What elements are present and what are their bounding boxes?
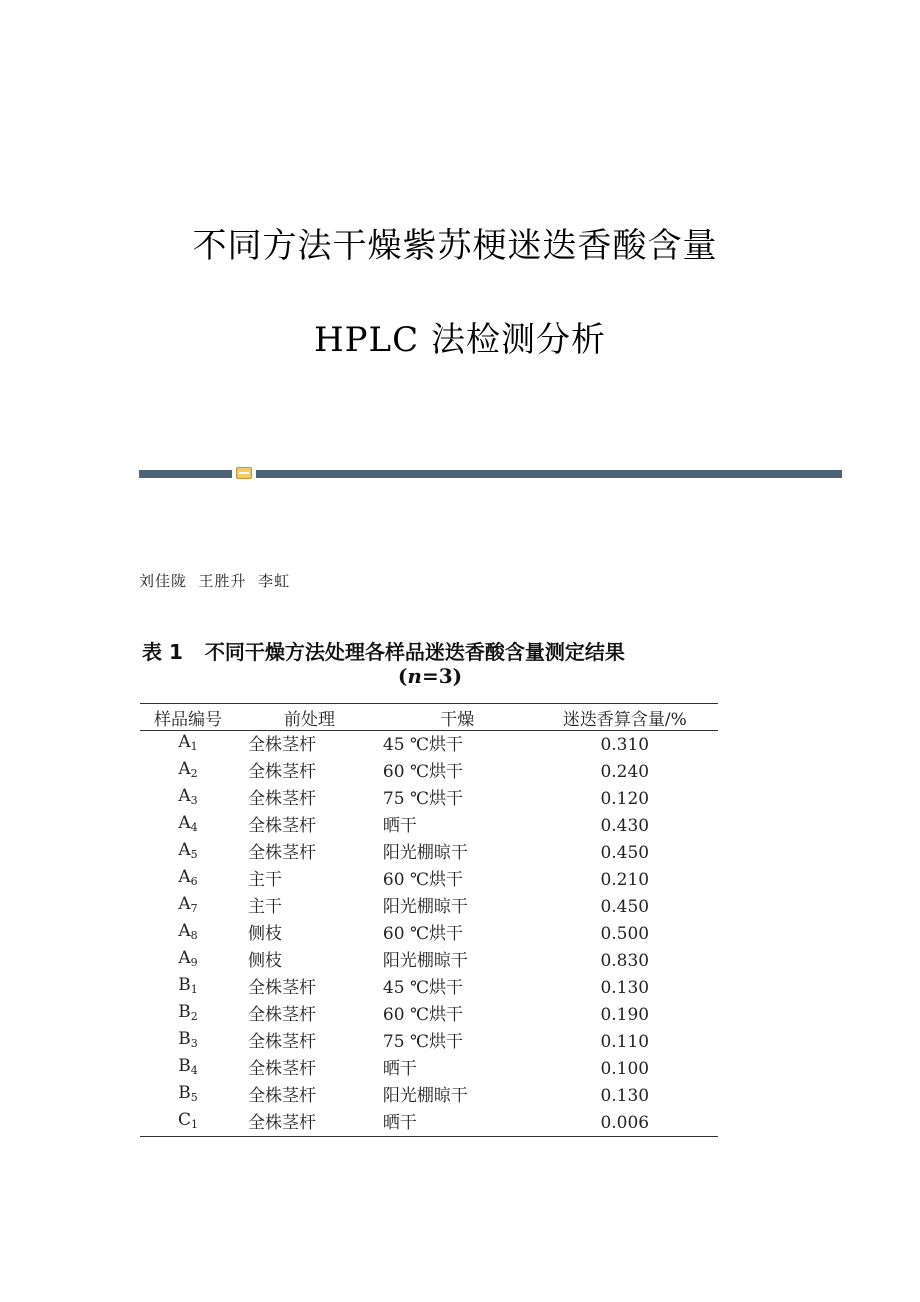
cell-drying: 阳光棚晾干 (382, 950, 468, 971)
cell-content: 0.130 (600, 1085, 650, 1106)
cell-sample-id (140, 893, 236, 920)
table-row (140, 920, 718, 947)
header-sample-id: 样品编号 (154, 709, 222, 730)
table-row (140, 1082, 718, 1109)
cell-drying: 75 ℃烘干 (382, 788, 463, 809)
cell-pretreatment: 全株茎杆 (248, 977, 316, 998)
cell-sample-id (140, 974, 236, 1001)
sample-id-letter: A (178, 813, 191, 833)
cell-content: 0.240 (600, 761, 650, 782)
sample-id-letter: A (178, 948, 191, 968)
cell-drying: 60 ℃烘干 (382, 869, 463, 890)
header-drying: 干燥 (440, 709, 475, 730)
cell-pretreatment: 全株茎杆 (248, 1004, 316, 1025)
cell-sample-id (140, 947, 236, 974)
divider-bar-right (256, 470, 842, 478)
sample-id-letter: B (178, 975, 191, 995)
cell-content: 0.130 (600, 977, 650, 998)
results-table (140, 703, 718, 1137)
cell-content: 0.190 (600, 1004, 650, 1025)
cell-sample-id (140, 1001, 236, 1028)
cell-sample-id (140, 758, 236, 785)
header-pretreatment: 前处理 (283, 709, 335, 730)
cell-content: 0.006 (600, 1112, 650, 1133)
cell-drying: 60 ℃烘干 (382, 761, 463, 782)
table-row (140, 1109, 718, 1137)
caption-n-open: ( (397, 664, 408, 688)
table-row (140, 812, 718, 839)
cell-content: 0.450 (600, 896, 650, 917)
cell-pretreatment: 全株茎杆 (248, 1085, 316, 1106)
sample-id-letter: A (178, 759, 191, 779)
sample-id-subscript: 1 (190, 740, 198, 753)
caption-n-rest: =3) (421, 664, 463, 688)
table-row (140, 731, 718, 759)
sample-id-subscript: 8 (190, 929, 198, 942)
sample-id-subscript: 5 (190, 1091, 198, 1104)
sample-id-letter: A (178, 894, 191, 914)
cell-sample-id (140, 1082, 236, 1109)
sample-id-letter: C (177, 1110, 191, 1130)
cell-pretreatment: 主干 (248, 896, 282, 917)
sample-id-subscript: 1 (191, 1118, 198, 1131)
cell-drying: 阳光棚晾干 (382, 842, 468, 863)
cell-pretreatment: 全株茎杆 (248, 1112, 316, 1133)
table-row (140, 893, 718, 920)
table-row (140, 839, 718, 866)
sample-id-subscript: 4 (190, 1064, 198, 1077)
cell-sample-id (140, 812, 236, 839)
cell-drying: 45 ℃烘干 (382, 734, 463, 755)
sample-id-letter: B (178, 1029, 191, 1049)
cell-content: 0.450 (600, 842, 650, 863)
cell-sample-id (140, 731, 236, 759)
cell-drying: 阳光棚晾干 (382, 1085, 468, 1106)
table-row (140, 974, 718, 1001)
table-caption-label: 表 1 (142, 640, 183, 664)
sample-id-subscript: 4 (190, 821, 198, 834)
cell-drying: 晒干 (382, 815, 417, 836)
caption-n-var: n (407, 664, 422, 688)
document-title-line-2: HPLC 法检测分析 (314, 320, 606, 360)
sample-id-letter: A (178, 921, 191, 941)
sample-id-subscript: 6 (190, 875, 198, 888)
cell-pretreatment: 全株茎杆 (248, 842, 316, 863)
sample-id-subscript: 3 (190, 794, 198, 807)
cell-drying: 阳光棚晾干 (382, 896, 468, 917)
sample-id-subscript: 2 (190, 1010, 198, 1023)
table-caption-text: 不同干燥方法处理各样品迷迭香酸含量测定结果 (204, 640, 625, 664)
cell-sample-id (140, 1055, 236, 1082)
sample-id-subscript: 3 (190, 1037, 198, 1050)
sample-id-letter: B (178, 1002, 191, 1022)
sample-id-subscript: 9 (190, 956, 198, 969)
sample-id-subscript: 2 (190, 767, 198, 780)
cell-content: 0.110 (600, 1031, 650, 1052)
divider-bar-left (139, 470, 232, 478)
cell-sample-id (140, 920, 236, 947)
sample-id-letter: A (178, 867, 191, 887)
cell-pretreatment: 侧枝 (248, 923, 282, 944)
cell-drying: 75 ℃烘干 (382, 1031, 463, 1052)
sample-id-letter: B (178, 1083, 191, 1103)
cell-drying: 晒干 (382, 1058, 417, 1079)
cell-sample-id (140, 1109, 236, 1137)
cell-sample-id (140, 785, 236, 812)
cell-sample-id (140, 1028, 236, 1055)
cell-content: 0.210 (600, 869, 650, 890)
cell-drying: 60 ℃烘干 (382, 1004, 463, 1025)
table-row (140, 1028, 718, 1055)
cell-pretreatment: 全株茎杆 (248, 1058, 316, 1079)
cell-content: 0.310 (600, 734, 650, 755)
sample-id-subscript: 5 (190, 848, 198, 861)
divider-emblem-icon (236, 467, 252, 479)
cell-drying: 60 ℃烘干 (382, 923, 463, 944)
cell-content: 0.430 (600, 815, 650, 836)
cell-content: 0.120 (600, 788, 650, 809)
authors-line: 刘佳陇 王胜升 李虹 (139, 572, 291, 590)
sample-id-subscript: 7 (190, 902, 198, 915)
cell-drying: 45 ℃烘干 (382, 977, 463, 998)
cell-pretreatment: 侧枝 (248, 950, 282, 971)
cell-content: 0.500 (600, 923, 650, 944)
sample-id-letter: B (178, 1056, 191, 1076)
table-row (140, 1055, 718, 1082)
sample-id-letter: A (178, 786, 191, 806)
sample-id-letter: A (178, 732, 191, 752)
table-row (140, 866, 718, 893)
cell-pretreatment: 全株茎杆 (248, 734, 316, 755)
cell-pretreatment: 全株茎杆 (248, 788, 316, 809)
cell-pretreatment: 全株茎杆 (248, 1031, 316, 1052)
table-row (140, 947, 718, 974)
cell-pretreatment: 全株茎杆 (248, 815, 316, 836)
cell-sample-id (140, 866, 236, 893)
cell-sample-id (140, 839, 236, 866)
document-title-line-1: 不同方法干燥紫苏梗迷迭香酸含量 (192, 226, 718, 266)
sample-id-subscript: 1 (190, 983, 198, 996)
cell-pretreatment: 主干 (248, 869, 282, 890)
header-content: 迷迭香算含量/% (562, 709, 687, 730)
table-row (140, 758, 718, 785)
cell-drying: 晒干 (382, 1112, 417, 1133)
cell-content: 0.100 (600, 1058, 650, 1079)
table-caption-sample-size (142, 664, 718, 688)
table-caption (142, 636, 718, 665)
cell-content: 0.830 (600, 950, 650, 971)
table-row (140, 785, 718, 812)
table-body (140, 731, 718, 1137)
cell-pretreatment: 全株茎杆 (248, 761, 316, 782)
sample-id-letter: A (178, 840, 191, 860)
table-header-row (140, 704, 718, 731)
table-row (140, 1001, 718, 1028)
